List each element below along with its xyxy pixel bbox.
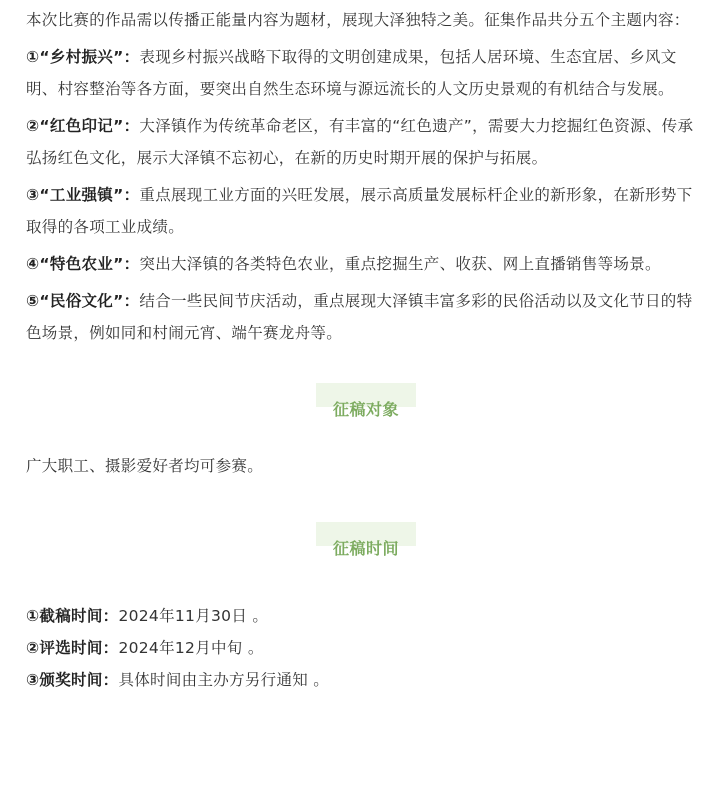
theme-title: ①“乡村振兴”：	[26, 48, 140, 66]
theme-item-folk-culture	[26, 285, 706, 349]
section-title-badge	[316, 383, 416, 431]
theme-text: 结合一些民间节庆活动，重点展现大泽镇丰富多彩的民俗活动以及文化节日的特色场景，例如同和村闹元宵、端午赛龙舟等。	[26, 292, 693, 342]
section-heading-target	[26, 383, 706, 431]
section-title: 征稿对象	[332, 400, 399, 419]
schedule-item-award	[26, 664, 706, 696]
schedule-value: 2024年12月中旬 。	[118, 639, 264, 657]
target-paragraph: 广大职工、摄影爱好者均可参赛。	[26, 457, 264, 475]
theme-title: ②“红色印记”：	[26, 117, 140, 135]
theme-text: 大泽镇作为传统革命老区，有丰富的“红色遗产”，需要大力挖掘红色资源、传承弘扬红色文化，展示大泽镇不忘初心，在新的历史时期开展的保护与拓展。	[26, 117, 694, 167]
theme-text: 突出大泽镇的各类特色农业，重点挖掘生产、收获、网上直播销售等场景。	[139, 255, 661, 273]
section-heading-time	[26, 522, 706, 570]
theme-title: ③“工业强镇”：	[26, 186, 140, 204]
section-title-badge	[316, 522, 416, 570]
theme-title: ④“特色农业”：	[26, 255, 140, 273]
theme-text: 表现乡村振兴战略下取得的文明创建成果，包括人居环境、生态宜居、乡风文明、村容整治等各方面，要突出自然生态环境与源远流长的人文历史景观的有机结合与发展。	[26, 48, 677, 98]
theme-item-featured-agriculture	[26, 248, 706, 280]
theme-text: 重点展现工业方面的兴旺发展，展示高质量发展标杆企业的新形象，在新形势下取得的各项工业成绩。	[26, 186, 693, 236]
schedule-label: ③颁奖时间：	[26, 671, 119, 689]
schedule-value: 2024年11月30日 。	[118, 607, 269, 625]
schedule-label: ①截稿时间：	[26, 607, 119, 625]
schedule-label: ②评选时间：	[26, 639, 119, 657]
theme-item-industrial-town	[26, 179, 706, 243]
schedule-value: 具体时间由主办方另行通知 。	[118, 671, 330, 689]
intro-paragraph: 本次比赛的作品需以传播正能量内容为题材，展现大泽独特之美。征集作品共分五个主题内容：	[26, 11, 690, 29]
section-title: 征稿时间	[332, 539, 399, 558]
theme-item-red-imprint	[26, 110, 706, 174]
theme-title: ⑤“民俗文化”：	[26, 292, 140, 310]
theme-item-rural-revitalization	[26, 41, 706, 105]
schedule-list	[26, 600, 706, 696]
schedule-item-judging	[26, 632, 706, 664]
article-body	[0, 4, 728, 809]
schedule-item-deadline	[26, 600, 706, 632]
